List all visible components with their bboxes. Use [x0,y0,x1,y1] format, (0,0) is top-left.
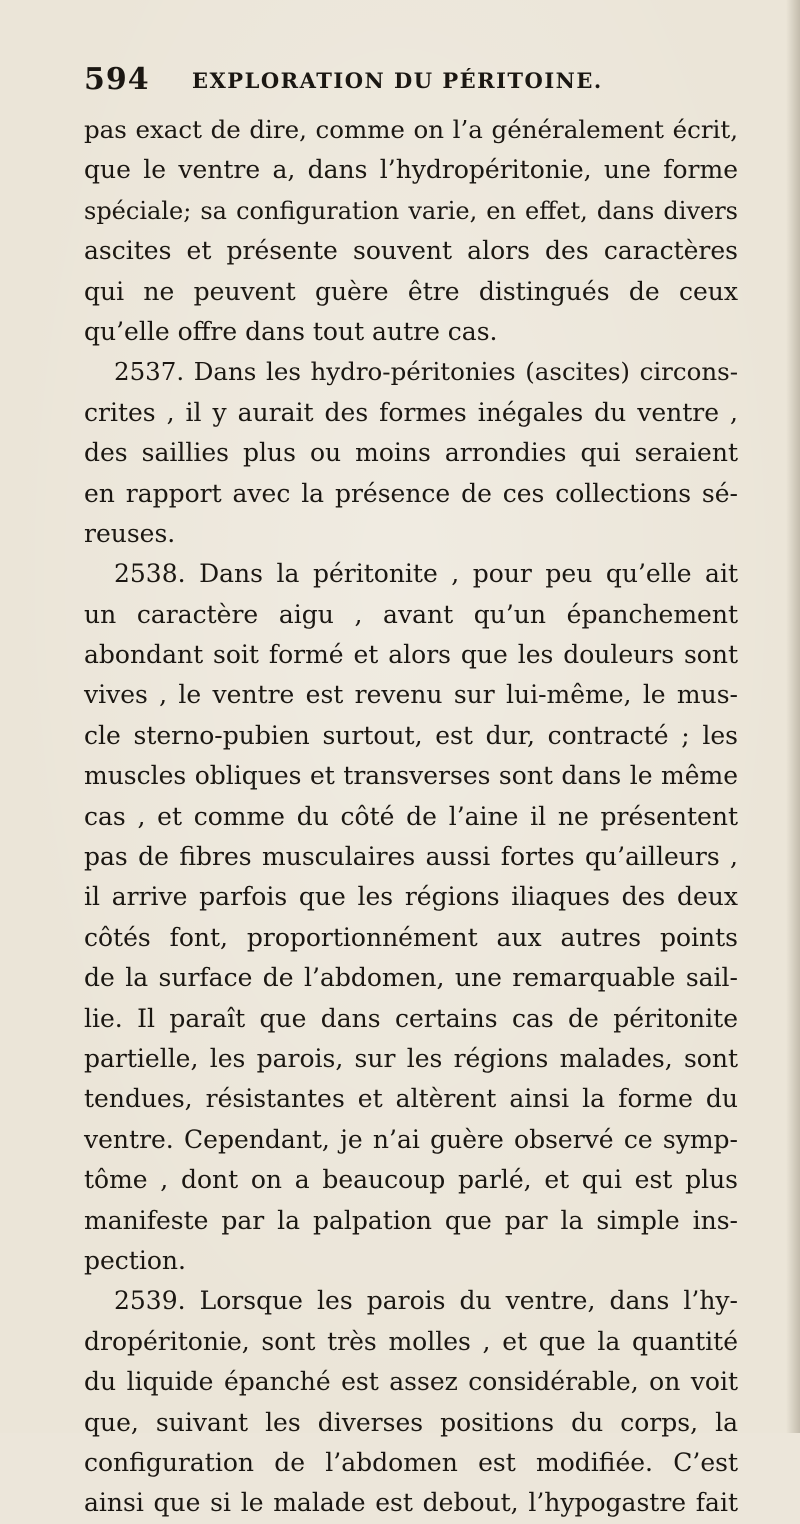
text-line: 2538. Dans la péritonite , pour peu qu’elle ait [114,559,738,589]
text-line: cle sterno-pubien surtout, est dur, contracté ; les [84,720,738,750]
text-line: ventre. Cependant, je n’ai guère observé ce symp- [84,1124,738,1154]
page-header [84,58,724,98]
text-line: dropéritonie, sont très molles , et que la quantité [84,1326,738,1356]
text-line: lie. Il paraît que dans certains cas de péritonite [84,1003,738,1033]
text-line: crites , il y aurait des formes inégales du ventre , [84,397,738,427]
body-text [84,110,738,1524]
text-line: muscles obliques et transverses sont dans le même [84,761,738,791]
text-line: pection. [84,1245,186,1275]
text-line: ainsi que si le malade est debout, l’hypogastre fait [84,1488,738,1518]
text-line: pas exact de dire, comme on l’a généralement écrit, [84,115,738,144]
text-line: il arrive parfois que les régions iliaques des deux [84,882,738,912]
text-line: reuses. [84,518,176,548]
text-line: tendues, résistantes et altèrent ainsi la forme du [84,1084,738,1114]
text-line: partielle, les parois, sur les régions malades, sont [84,1043,738,1073]
text-line: manifeste par la palpation que par la simple ins- [84,1205,738,1235]
text-line: un caractère aigu , avant qu’un épanchement [84,599,738,629]
page-number: 594 [84,62,150,97]
text-line: qu’elle offre dans tout autre cas. [84,316,498,346]
text-line: abondant soit formé et alors que les douleurs sont [84,640,738,670]
text-line: des saillies plus ou moins arrondies qui seraient [84,438,738,468]
text-line: en rapport avec la présence de ces collections sé- [84,478,738,508]
text-line: du liquide épanché est assez considérable, on voit [84,1367,738,1397]
text-line: côtés font, proportionnément aux autres points [84,922,738,952]
text-line: que, suivant les diverses positions du corps, la [84,1407,738,1437]
text-line: spéciale; sa configuration varie, en effet, dans divers [84,196,738,225]
text-line: de la surface de l’abdomen, une remarquable sail- [84,963,738,993]
text-line: pas de fibres musculaires aussi fortes qu’ailleurs , [84,842,738,872]
text-line: 2539. Lorsque les parois du ventre, dans l’hy- [114,1286,738,1316]
page-edge-shadow [786,0,800,1433]
text-line: 2537. Dans les hydro-péritonies (ascites) circons- [114,357,738,387]
running-head: EXPLORATION DU PÉRITOINE. [192,68,603,93]
text-line: tôme , dont on a beaucoup parlé, et qui est plus [84,1165,738,1195]
text-line: qui ne peuvent guère être distingués de ceux [84,276,738,306]
text-line: vives , le ventre est revenu sur lui-même, le mus- [84,680,738,710]
text-line: ascites et présente souvent alors des caractères [84,236,738,266]
text-line: que le ventre a, dans l’hydropéritonie, une forme [84,155,738,185]
text-line: configuration de l’abdomen est modifiée. C’est [84,1447,738,1477]
text-line: cas , et comme du côté de l’aine il ne présentent [84,801,738,831]
